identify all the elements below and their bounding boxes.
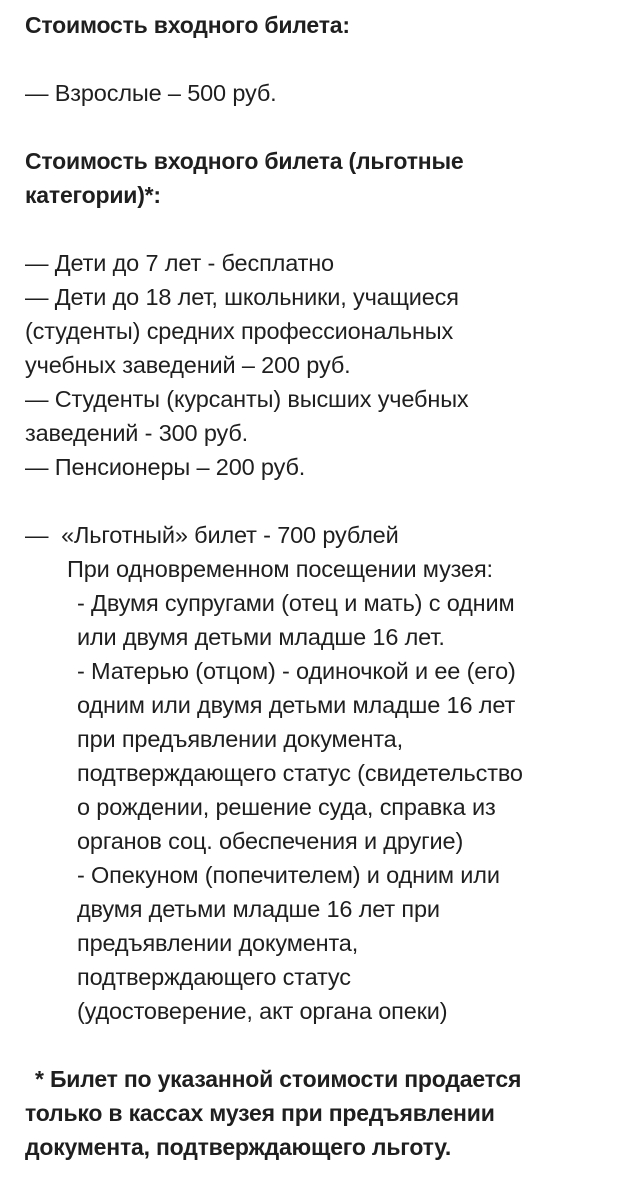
section-heading-discount-price xyxy=(25,144,606,212)
discount-price-list xyxy=(25,246,606,484)
list-line: (удостоверение, акт органа опеки) xyxy=(77,998,448,1024)
section-heading-adult-price: Стоимость входного билета: xyxy=(25,12,350,38)
footnote-line: документа, подтверждающего льготу. xyxy=(25,1134,452,1160)
family-ticket-section xyxy=(25,518,606,1028)
list-line: заведений - 300 руб. xyxy=(25,420,249,446)
list-line: (студенты) средних профессиональных xyxy=(25,318,454,344)
list-line: или двумя детьми младше 16 лет. xyxy=(77,624,445,650)
list-line: при предъявлении документа, xyxy=(77,726,403,752)
list-line: о рождении, решение суда, справка из xyxy=(77,794,496,820)
list-line: - Матерью (отцом) - одиночкой и ее (его) xyxy=(77,658,516,684)
list-line: - Двумя супругами (отец и мать) с одним xyxy=(77,590,515,616)
list-line: подтверждающего статус xyxy=(77,964,351,990)
list-line: подтверждающего статус (свидетельство xyxy=(77,760,523,786)
spacer xyxy=(25,42,606,76)
list-line: органов соц. обеспечения и другие) xyxy=(77,828,464,854)
spacer xyxy=(25,484,606,518)
list-line: двумя детьми младше 16 лет при xyxy=(77,896,440,922)
footnote-line: * Билет по указанной стоимости продается xyxy=(35,1066,522,1092)
list-line: учебных заведений – 200 руб. xyxy=(25,352,351,378)
list-line: — Дети до 7 лет - бесплатно xyxy=(25,250,334,276)
list-line: одним или двумя детьми младше 16 лет xyxy=(77,692,516,718)
heading-line: категории)*: xyxy=(25,182,161,208)
list-line: — Дети до 18 лет, школьники, учащиеся xyxy=(25,284,459,310)
heading-line: Стоимость входного билета (льготные xyxy=(25,148,464,174)
list-line: предъявлении документа, xyxy=(77,930,359,956)
list-line: — Пенсионеры – 200 руб. xyxy=(25,454,306,480)
list-line: — Студенты (курсанты) высших учебных xyxy=(25,386,469,412)
family-ticket-title: — «Льготный» билет - 700 рублей xyxy=(25,522,399,548)
footnote-line: только в кассах музея при предъявлении xyxy=(25,1100,495,1126)
spacer xyxy=(25,1028,606,1062)
list-line: - Опекуном (попечителем) и одним или xyxy=(77,862,500,888)
spacer xyxy=(25,110,606,144)
footnote xyxy=(25,1062,606,1164)
family-ticket-intro: При одновременном посещении музея: xyxy=(67,556,493,582)
price-item-adults: — Взрослые – 500 руб. xyxy=(25,80,277,106)
spacer xyxy=(25,212,606,246)
